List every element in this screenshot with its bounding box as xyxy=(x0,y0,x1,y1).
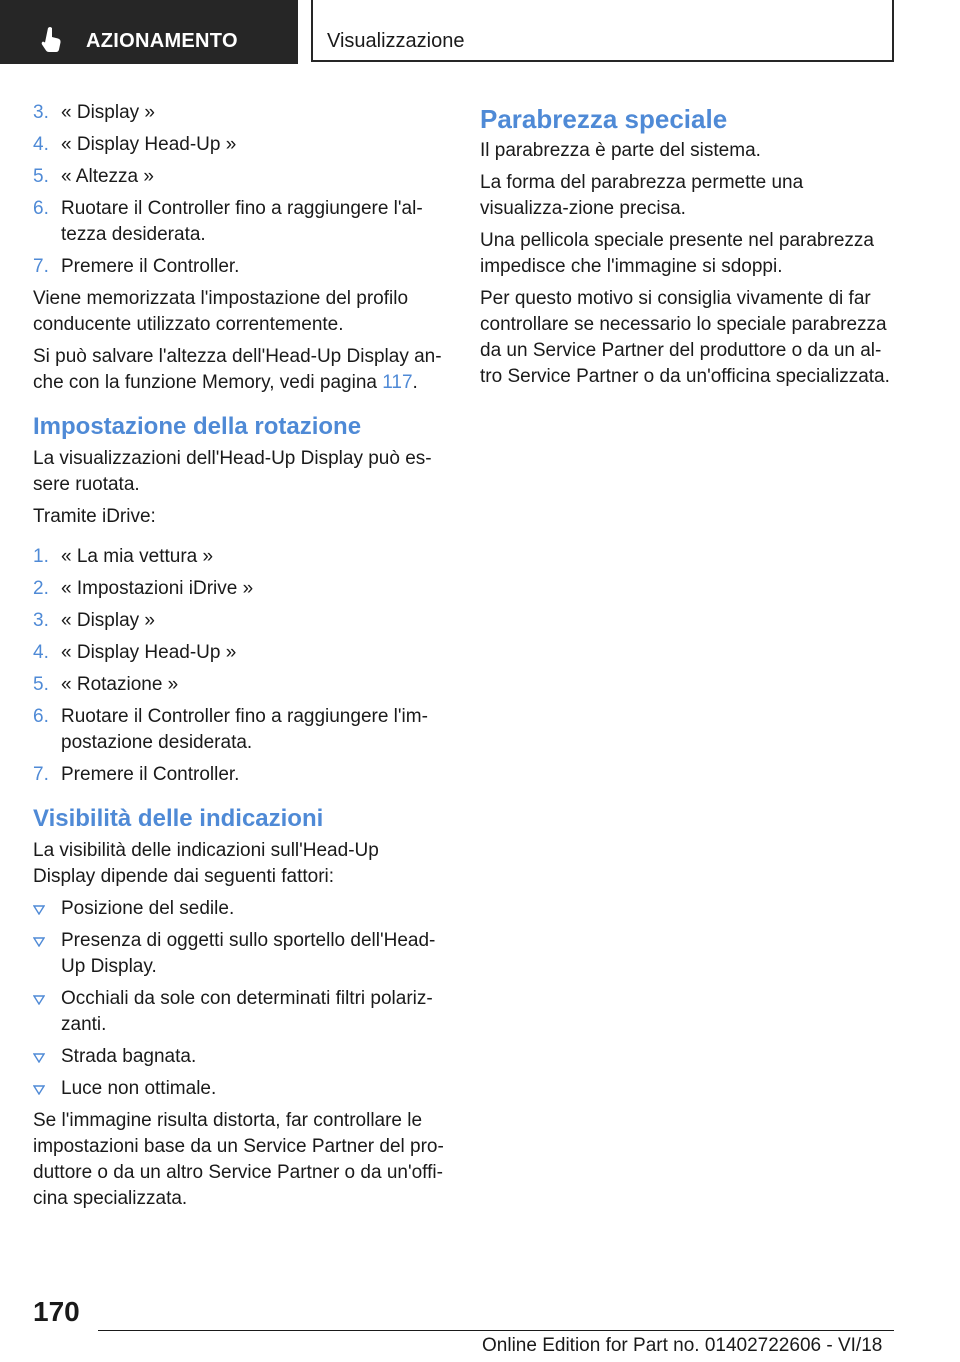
triangle-bullet-icon xyxy=(33,995,45,1005)
list-item: 1. « La mia vettura » xyxy=(33,546,214,567)
paragraph: Tramite iDrive: xyxy=(33,506,156,527)
paragraph: La visualizzazioni dell'Head-Up Display può es-sere ruotata. xyxy=(33,448,432,495)
list-item: 5. « Altezza » xyxy=(33,166,154,187)
triangle-bullet-icon xyxy=(33,1085,45,1095)
section-title: AZIONAMENTO xyxy=(86,30,238,52)
paragraph: Il parabrezza è parte del sistema. xyxy=(480,140,761,161)
hand-pointer-icon xyxy=(40,26,64,52)
list-item: 3. « Display » xyxy=(33,610,155,631)
chapter-header xyxy=(311,0,894,62)
triangle-bullet-icon xyxy=(33,905,45,915)
triangle-bullet-icon xyxy=(33,1053,45,1063)
list-item: 3. « Display » xyxy=(33,102,155,123)
paragraph: La forma del parabrezza permette una visualizza-zione precisa. xyxy=(480,172,804,219)
bullet-item: Luce non ottimale. xyxy=(33,1076,445,1102)
footer-divider xyxy=(98,1330,894,1331)
footer-edition: Online Edition for Part no. 01402722606 - VI/18 xyxy=(482,1335,883,1356)
page-link[interactable]: 117 xyxy=(382,372,413,393)
left-column xyxy=(33,100,445,1218)
heading-windshield: Parabrezza speciale xyxy=(480,104,728,134)
list-item: 7. Premere il Controller. xyxy=(33,764,240,785)
bullet-item: Presenza di oggetti sullo sportello dell'Head-Up Display. xyxy=(33,928,445,980)
right-column xyxy=(480,100,892,396)
bullet-item: Occhiali da sole con determinati filtri polariz-zanti. xyxy=(33,986,445,1038)
list-item: 7. Premere il Controller. xyxy=(33,256,240,277)
list-item: 4. « Display Head-Up » xyxy=(33,642,237,663)
bullet-item: Posizione del sedile. xyxy=(33,896,445,922)
paragraph: Viene memorizzata l'impostazione del profilo conducente utilizzato correntemente. xyxy=(33,288,409,335)
section-tab xyxy=(0,0,298,64)
bullet-item: Strada bagnata. xyxy=(33,1044,445,1070)
list-item: 6. Ruotare il Controller fino a raggiungere l'im-postazione desiderata. xyxy=(33,706,428,753)
chapter-title: Visualizzazione xyxy=(327,30,465,52)
paragraph: Per questo motivo si consiglia vivamente di far controllare se necessario lo speciale parabrezza da un Service Partner del produttore o da un al-tro Service Partner o da un'officina specializzata. xyxy=(480,288,890,387)
list-item: 5. « Rotazione » xyxy=(33,674,179,695)
heading-rotation: Impostazione della rotazione xyxy=(33,413,362,440)
list-item: 2. « Impostazioni iDrive » xyxy=(33,578,254,599)
paragraph: Si può salvare l'altezza dell'Head-Up Display an-che con la funzione Memory, vedi pagina 117. xyxy=(33,346,442,393)
page-number: 170 xyxy=(33,1296,80,1327)
paragraph: Se l'immagine risulta distorta, far controllare le impostazioni base da un Service Partner del pro-duttore o da un altro Service Partner o da un'offi-cina specializzata. xyxy=(33,1110,444,1209)
heading-visibility: Visibilità delle indicazioni xyxy=(33,805,324,832)
paragraph: La visibilità delle indicazioni sull'Head-Up Display dipende dai seguenti fattori: xyxy=(33,840,379,887)
list-item: 4. « Display Head-Up » xyxy=(33,134,237,155)
list-item: 6. Ruotare il Controller fino a raggiungere l'al-tezza desiderata. xyxy=(33,198,423,245)
triangle-bullet-icon xyxy=(33,937,45,947)
paragraph: Una pellicola speciale presente nel parabrezza impedisce che l'immagine si sdoppi. xyxy=(480,230,874,277)
